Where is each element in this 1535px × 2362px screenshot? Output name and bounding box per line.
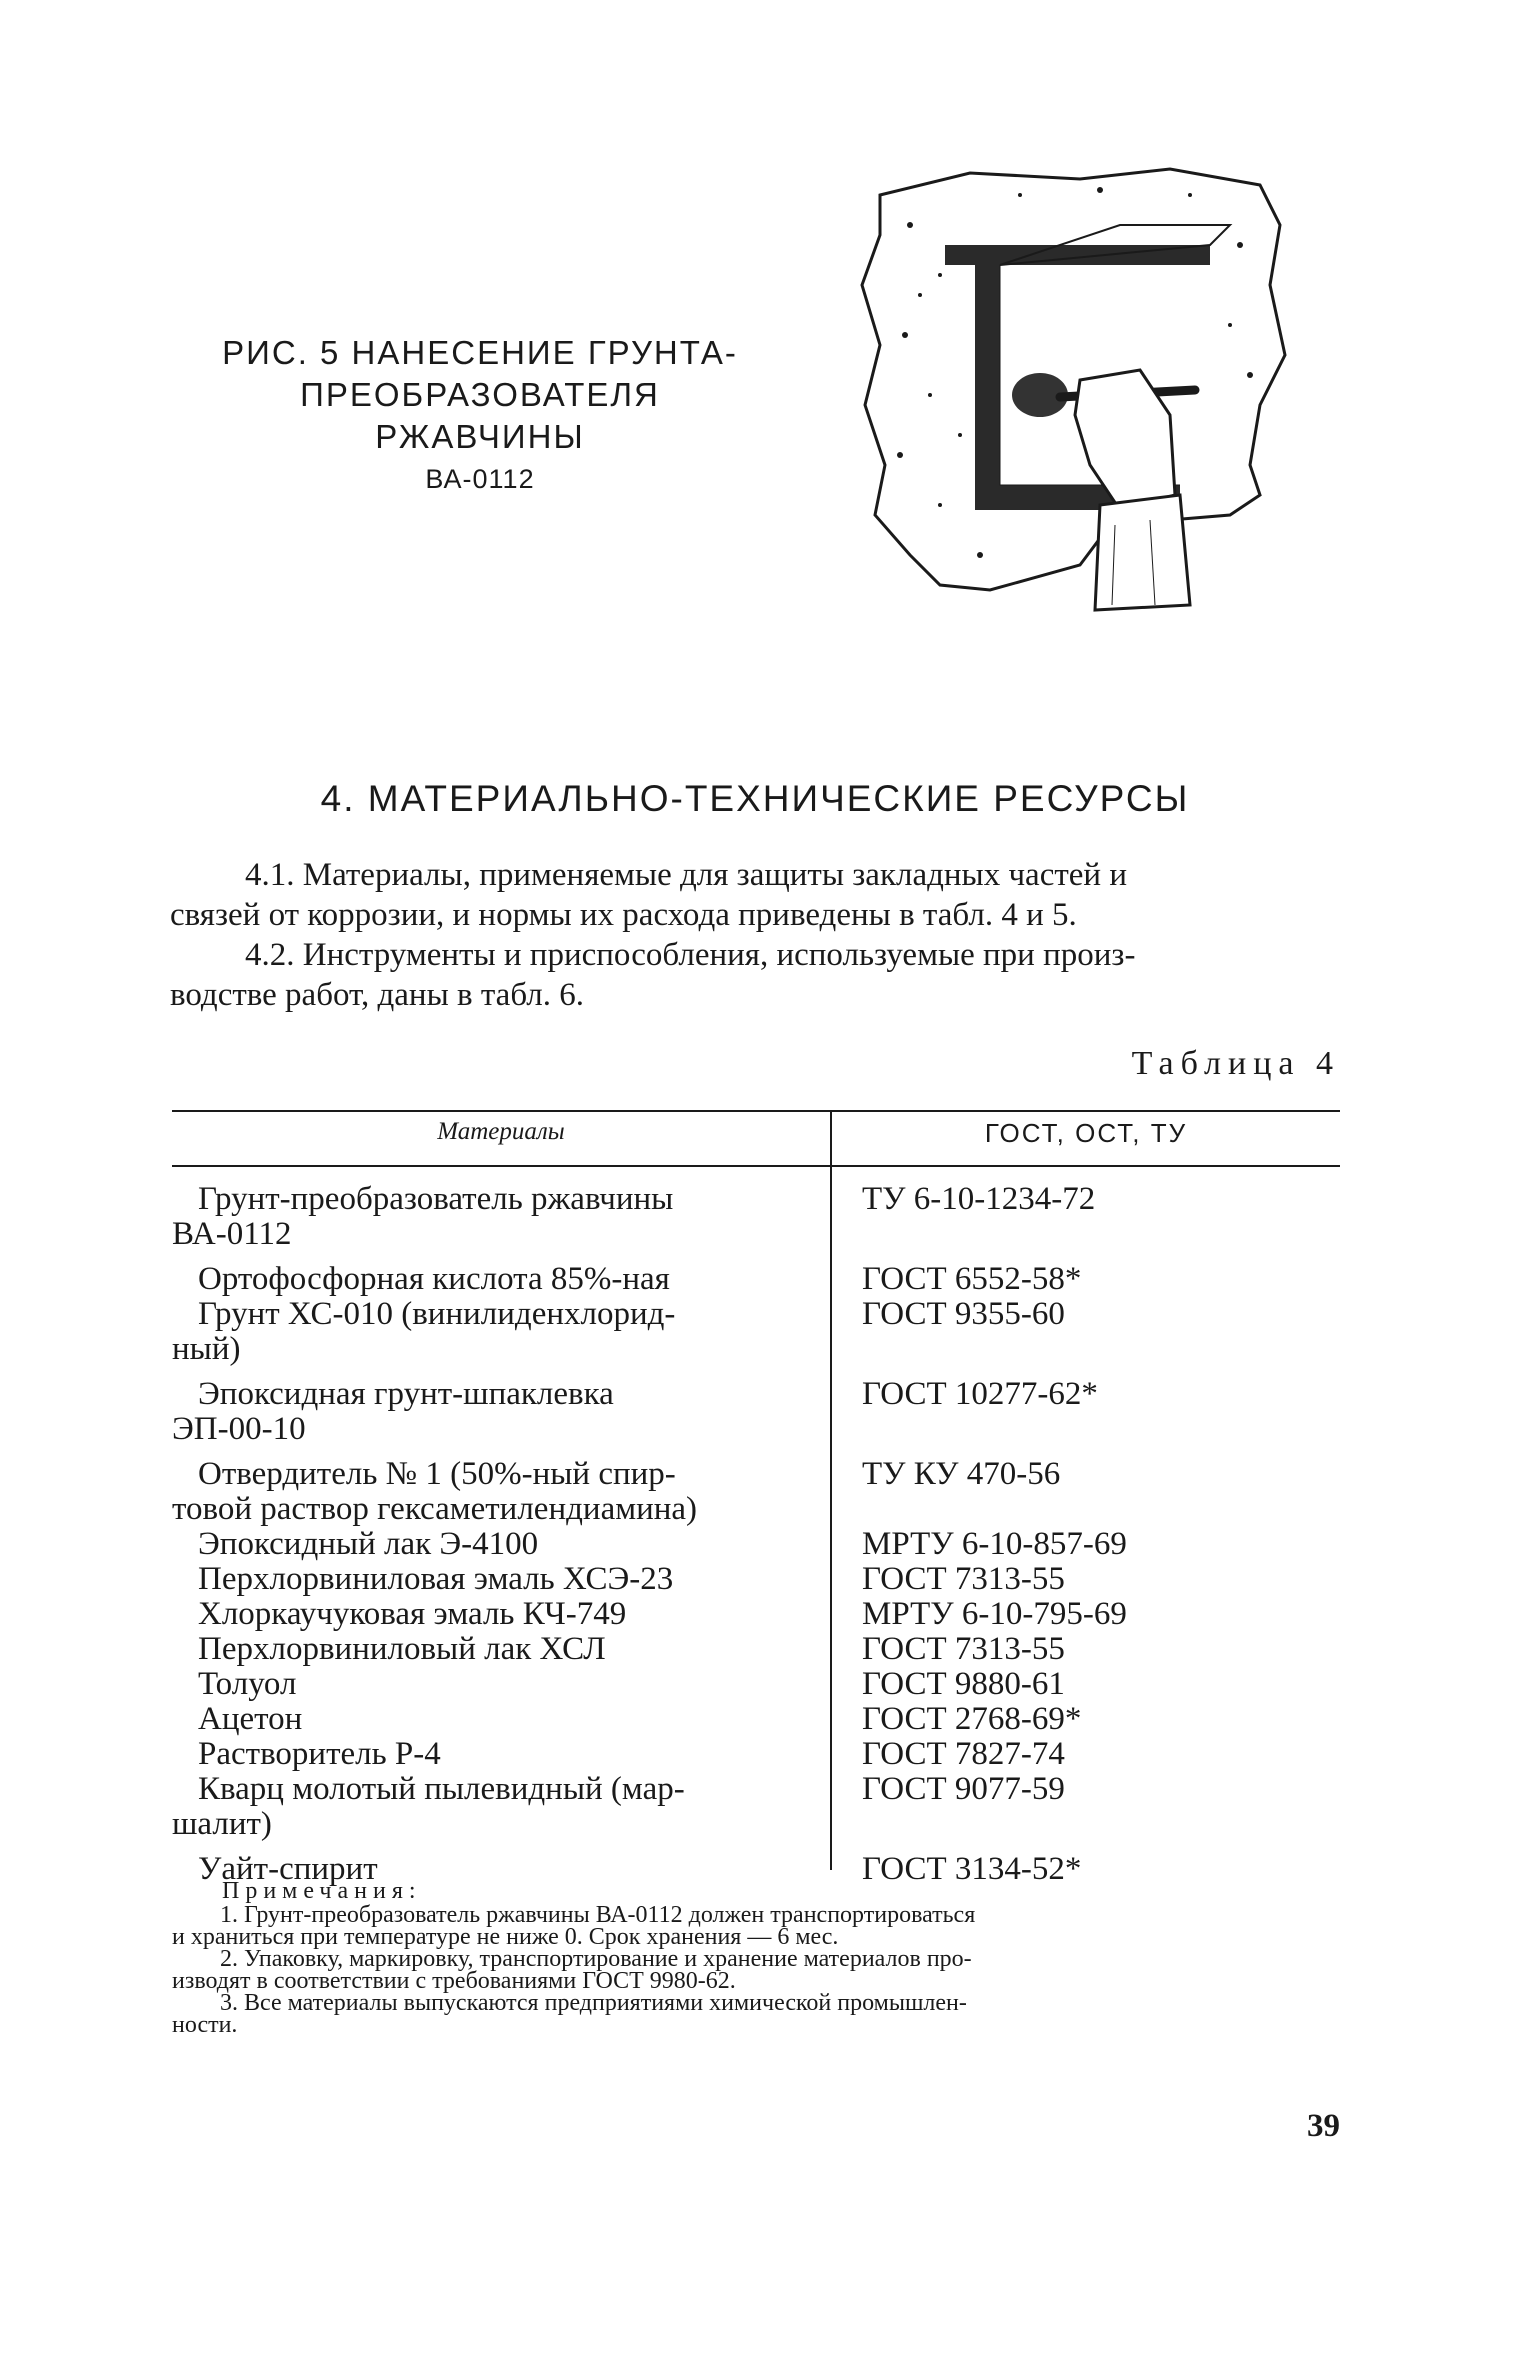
standard-cell: ГОСТ 10277-62* <box>862 1376 1098 1412</box>
material-cell <box>172 1527 802 1562</box>
standard-cell: ГОСТ 7827-74 <box>862 1736 1065 1772</box>
material-cell <box>172 1182 802 1252</box>
material-line: ЭП-00-10 <box>172 1411 306 1447</box>
material-cell <box>172 1597 802 1632</box>
material-line: Перхлорвиниловый лак ХСЛ <box>198 1631 606 1667</box>
material-cell <box>172 1737 802 1772</box>
table-row <box>172 1262 1340 1297</box>
table-row <box>172 1737 1340 1772</box>
material-line: Уайт-спирит <box>198 1851 378 1887</box>
material-line: Эпоксидная грунт-шпаклевка <box>198 1376 614 1412</box>
table-row <box>172 1457 1340 1527</box>
table-row <box>172 1667 1340 1702</box>
table-body <box>172 1182 1340 1887</box>
material-line: ВА-0112 <box>172 1216 292 1252</box>
standard-cell: МРТУ 6-10-857-69 <box>862 1526 1127 1562</box>
standard-cell: МРТУ 6-10-795-69 <box>862 1596 1127 1632</box>
table-row <box>172 1527 1340 1562</box>
table-row <box>172 1562 1340 1597</box>
material-cell <box>172 1667 802 1702</box>
table-row <box>172 1702 1340 1737</box>
column-header-materials: Материалы <box>437 1118 565 1145</box>
material-line: товой раствор гексаметилендиамина) <box>172 1491 698 1527</box>
table-row <box>172 1297 1340 1367</box>
paragraph-line: связей от коррозии, и нормы их расхода приведены в табл. 4 и 5. <box>170 897 1077 933</box>
material-line: Хлоркаучуковая эмаль КЧ-749 <box>198 1596 627 1632</box>
paragraph-4-2 <box>170 935 1340 1015</box>
figure-caption <box>190 332 770 500</box>
standard-cell: ГОСТ 3134-52* <box>862 1851 1082 1887</box>
note-line: 3. Все материалы выпускаются предприятиями химической промышлен- <box>220 1990 967 2016</box>
note-line: 2. Упаковку, маркировку, транспортирование и хранение материалов про- <box>220 1946 972 1972</box>
standard-cell: ГОСТ 6552-58* <box>862 1261 1082 1297</box>
paragraph-line: 4.1. Материалы, применяемые для защиты закладных частей и <box>245 857 1127 893</box>
paragraph-line: водстве работ, даны в табл. 6. <box>170 977 584 1013</box>
note-item <box>172 1948 1340 1992</box>
column-header-standard: ГОСТ, ОСТ, ТУ <box>984 1118 1188 1148</box>
note-line: и храниться при температуре не ниже 0. Срок хранения — 6 мес. <box>172 1924 839 1950</box>
standard-cell: ГОСТ 2768-69* <box>862 1701 1082 1737</box>
material-line: Кварц молотый пылевидный (мар- <box>198 1771 685 1807</box>
table-rule <box>172 1110 1340 1112</box>
notes <box>172 1880 1340 2036</box>
material-cell <box>172 1297 802 1367</box>
material-line: шалит) <box>172 1806 272 1842</box>
note-line: изводят в соответствии с требованиями ГОСТ 9980-62. <box>172 1968 736 1994</box>
standard-cell: ГОСТ 9355-60 <box>862 1296 1065 1332</box>
material-cell <box>172 1772 802 1842</box>
table-row <box>172 1377 1340 1447</box>
figure-caption-line: ПРЕОБРАЗОВАТЕЛЯ РЖАВЧИНЫ <box>300 376 660 455</box>
figure-caption-line: ВА-0112 <box>425 464 535 494</box>
paragraph-4-1 <box>170 855 1340 935</box>
table-row <box>172 1632 1340 1667</box>
note-line: 1. Грунт-преобразователь ржавчины ВА-0112 должен транспортироваться <box>220 1902 976 1928</box>
material-cell <box>172 1377 802 1447</box>
section-title: 4. МАТЕРИАЛЬНО-ТЕХНИЧЕСКИЕ РЕСУРСЫ <box>320 778 1190 819</box>
material-cell <box>172 1632 802 1667</box>
material-line: Грунт ХС-010 (винилиденхлорид- <box>198 1296 676 1332</box>
material-line: Растворитель Р-4 <box>198 1736 441 1772</box>
material-line: Ацетон <box>198 1701 303 1737</box>
standard-cell: ГОСТ 9880-61 <box>862 1666 1065 1702</box>
material-line: Грунт-преобразователь ржавчины <box>198 1181 674 1217</box>
table-row <box>172 1772 1340 1842</box>
standard-cell: ГОСТ 7313-55 <box>862 1631 1065 1667</box>
material-line: Толуол <box>198 1666 297 1702</box>
material-cell <box>172 1457 802 1527</box>
sleeve <box>1095 495 1190 610</box>
table-label: Таблица 4 <box>1131 1045 1340 1082</box>
note-item <box>172 1992 1340 2036</box>
standard-cell: ТУ КУ 470-56 <box>862 1456 1061 1492</box>
note-line: ности. <box>172 2012 238 2038</box>
material-cell <box>172 1262 802 1297</box>
page-number: 39 <box>1307 2108 1340 2144</box>
figure-caption-line: РИС. 5 НАНЕСЕНИЕ ГРУНТА- <box>222 334 738 371</box>
notes-heading: Примечания: <box>222 1878 422 1904</box>
material-cell <box>172 1562 802 1597</box>
standard-cell: ГОСТ 7313-55 <box>862 1561 1065 1597</box>
table-rule <box>172 1165 1340 1167</box>
material-line: Ортофосфорная кислота 85%-ная <box>198 1261 670 1297</box>
standard-cell: ГОСТ 9077-59 <box>862 1771 1065 1807</box>
material-line: Перхлорвиниловая эмаль ХСЭ-23 <box>198 1561 674 1597</box>
standard-cell: ТУ 6-10-1234-72 <box>862 1181 1096 1217</box>
material-line: Эпоксидный лак Э-4100 <box>198 1526 539 1562</box>
note-item <box>172 1904 1340 1948</box>
material-line: Отвердитель № 1 (50%-ный спир- <box>198 1456 676 1492</box>
material-line: ный) <box>172 1331 241 1367</box>
paragraph-line: 4.2. Инструменты и приспособления, используемые при произ- <box>245 937 1136 973</box>
table-row <box>172 1597 1340 1632</box>
figure-illustration <box>850 165 1290 700</box>
material-cell <box>172 1702 802 1737</box>
table-row <box>172 1182 1340 1252</box>
